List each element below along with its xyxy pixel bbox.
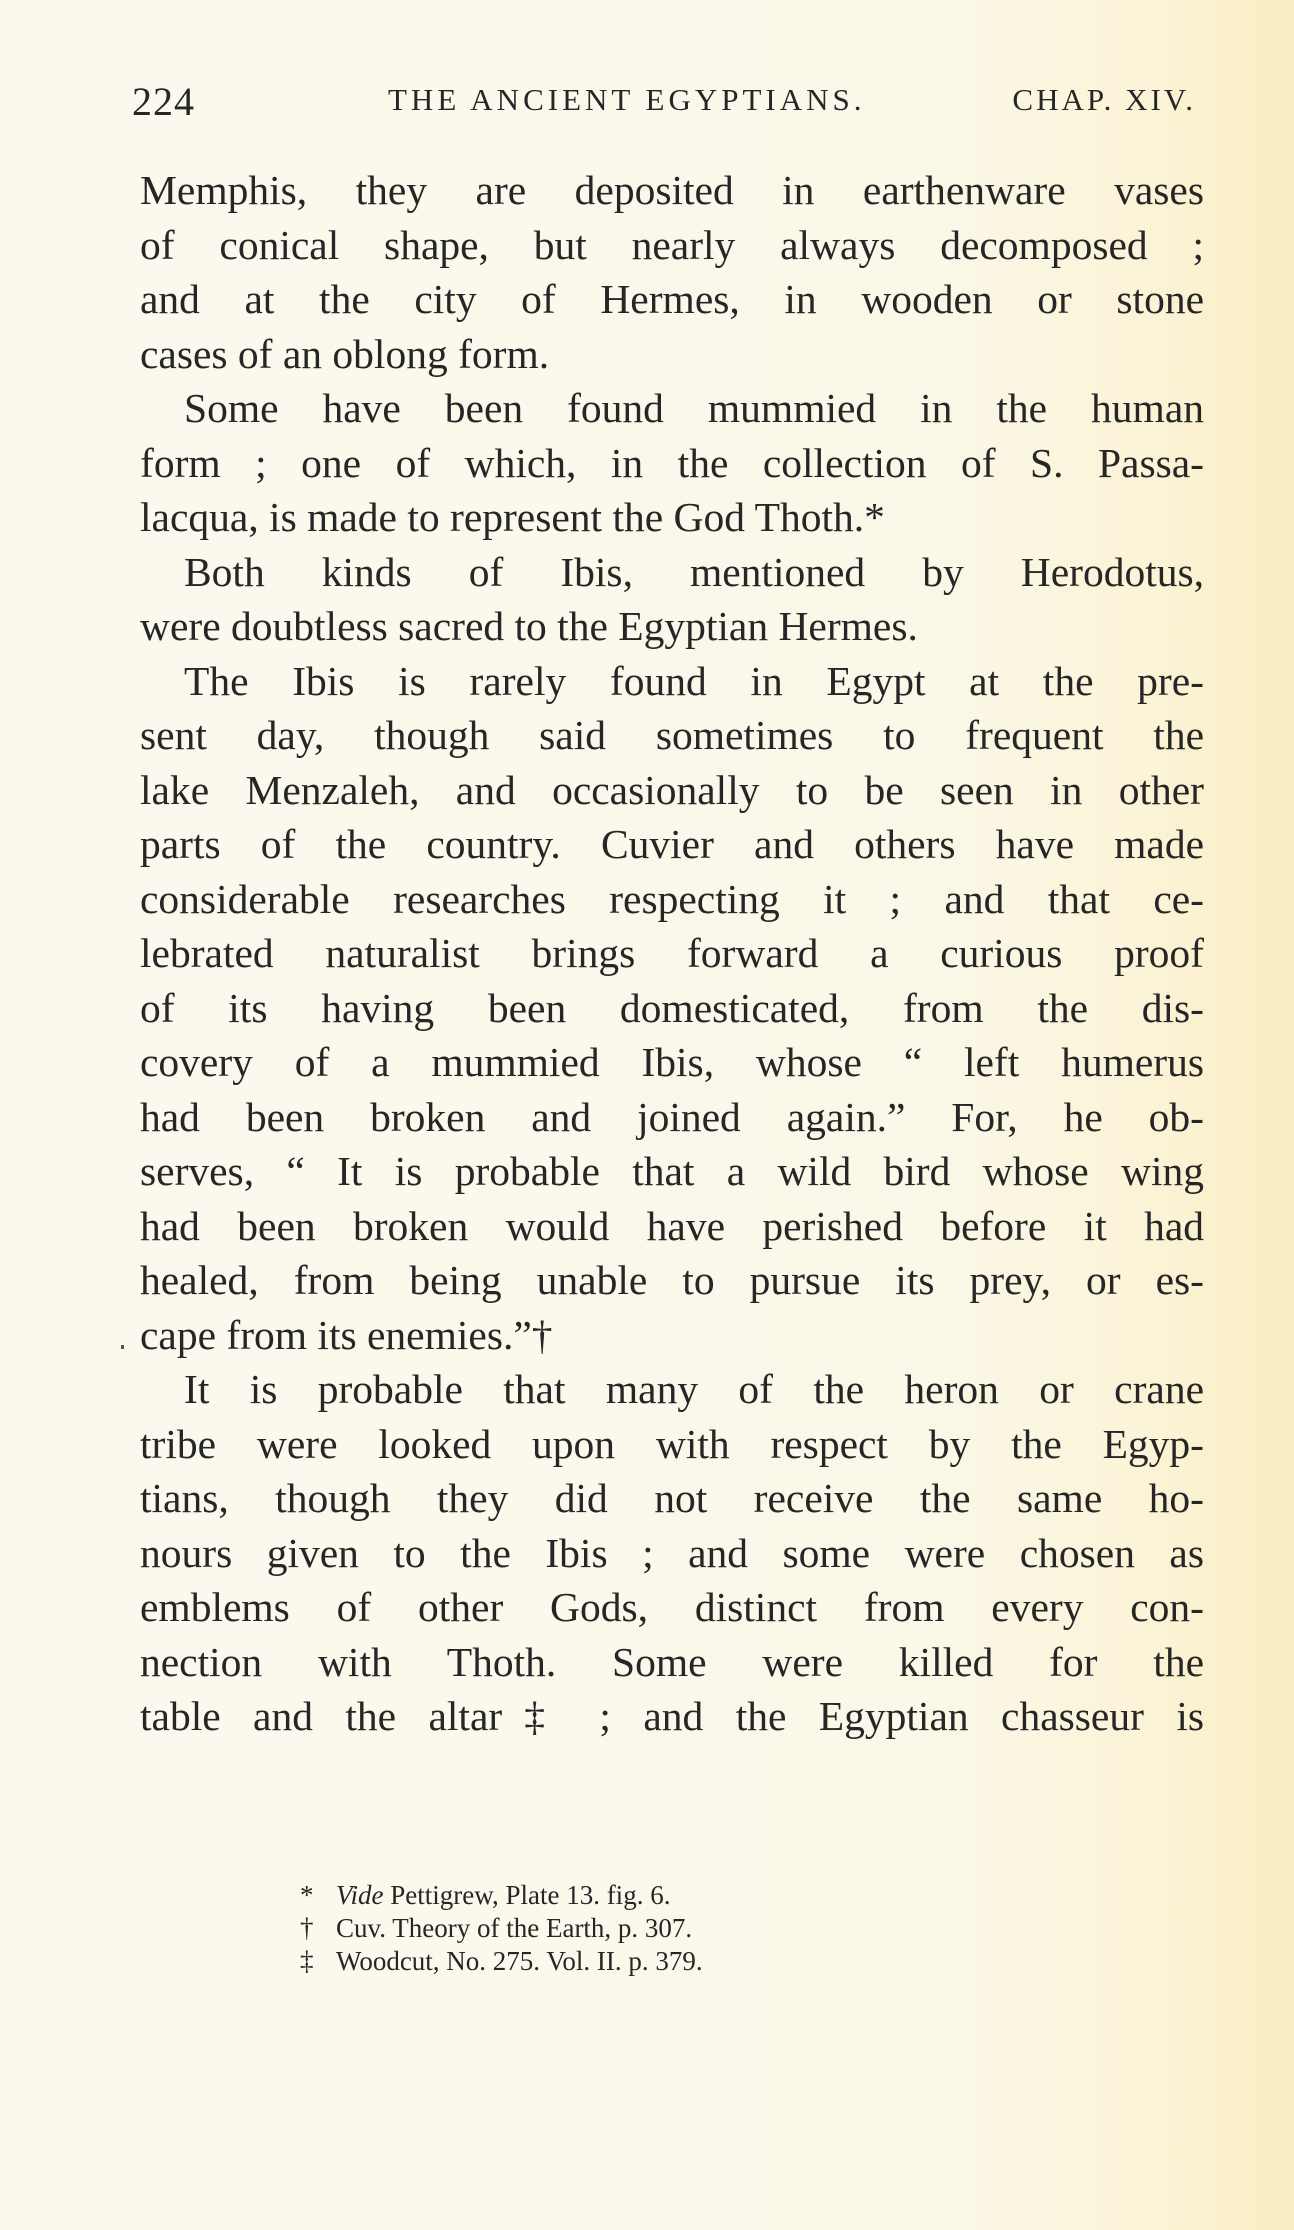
- footnote-mark: †: [300, 1913, 314, 1943]
- page-number: 224: [132, 79, 195, 124]
- text-line: parts of the country. Cuvier and others have made: [140, 821, 1204, 867]
- text-line: lake Menzaleh, and occasionally to be seen in other: [140, 766, 1204, 813]
- text-line: Some have been found mummied in the human: [184, 385, 1204, 431]
- footnote-text: Pettigrew, Plate 13. fig. 6.: [383, 1880, 671, 1910]
- text-line: had been broken would have perished before it had: [140, 1202, 1204, 1249]
- footnote-text: Woodcut, No. 275. Vol. II. p. 379.: [336, 1946, 703, 1976]
- text-line: sent day, though said sometimes to frequent the: [140, 712, 1204, 758]
- text-line: table and the altar‡ ; and the Egyptian chasseur is: [140, 1693, 1204, 1739]
- text-line: nection with Thoth. Some were killed for the: [140, 1638, 1204, 1685]
- chapter-label: CHAP. XIV.: [1012, 82, 1196, 117]
- text-line: nours given to the Ibis ; and some were chosen as: [140, 1529, 1204, 1576]
- text-line: considerable researches respecting it ; and that ce-: [140, 875, 1204, 922]
- footnote: [300, 1879, 1020, 1912]
- text-line: tribe were looked upon with respect by the Egyp-: [140, 1420, 1204, 1467]
- text-line: serves, “ It is probable that a wild bird whose wing: [140, 1148, 1204, 1194]
- text-line: Both kinds of Ibis, mentioned by Herodotus,: [184, 548, 1204, 595]
- text-line: Memphis, they are deposited in earthenware vases: [140, 167, 1204, 213]
- page-header: [132, 78, 1212, 128]
- text-line: The Ibis is rarely found in Egypt at the pre-: [184, 657, 1204, 704]
- text-line: had been broken and joined again.” For, he ob-: [140, 1093, 1204, 1140]
- ink-speck: [121, 1345, 124, 1349]
- text-line: cases of an oblong form.: [140, 330, 550, 377]
- text-line: of conical shape, but nearly always decomposed ;: [140, 221, 1204, 268]
- text-line: cape from its enemies.”†: [140, 1311, 553, 1358]
- text-line: form ; one of which, in the collection of S. Passa-: [140, 439, 1204, 486]
- text-line: tians, though they did not receive the same ho-: [140, 1475, 1204, 1521]
- text-line: healed, from being unable to pursue its prey, or es-: [140, 1257, 1204, 1303]
- text-line: lebrated naturalist brings forward a curious proof: [140, 930, 1204, 976]
- text-line: It is probable that many of the heron or crane: [184, 1366, 1204, 1412]
- text-line: of its having been domesticated, from the dis-: [140, 984, 1204, 1031]
- body-text: [140, 163, 1204, 1744]
- footnote-mark: ‡: [300, 1946, 314, 1976]
- footnote-mark: *: [300, 1880, 314, 1910]
- footnote: [300, 1945, 1020, 1978]
- footnote-text: Cuv. Theory of the Earth, p. 307.: [336, 1913, 693, 1943]
- text-line: emblems of other Gods, distinct from every con-: [140, 1584, 1204, 1630]
- text-line: and at the city of Hermes, in wooden or stone: [140, 276, 1204, 322]
- footnotes: [300, 1879, 1020, 1978]
- text-line: covery of a mummied Ibis, whose “ left humerus: [140, 1039, 1204, 1085]
- footnote: [300, 1912, 1020, 1945]
- text-line: were doubtless sacred to the Egyptian Hermes.: [140, 603, 918, 649]
- text-line: lacqua, is made to represent the God Thoth.*: [140, 494, 885, 540]
- running-title: THE ANCIENT EGYPTIANS.: [388, 82, 866, 117]
- footnote-italic: Vide: [336, 1880, 384, 1910]
